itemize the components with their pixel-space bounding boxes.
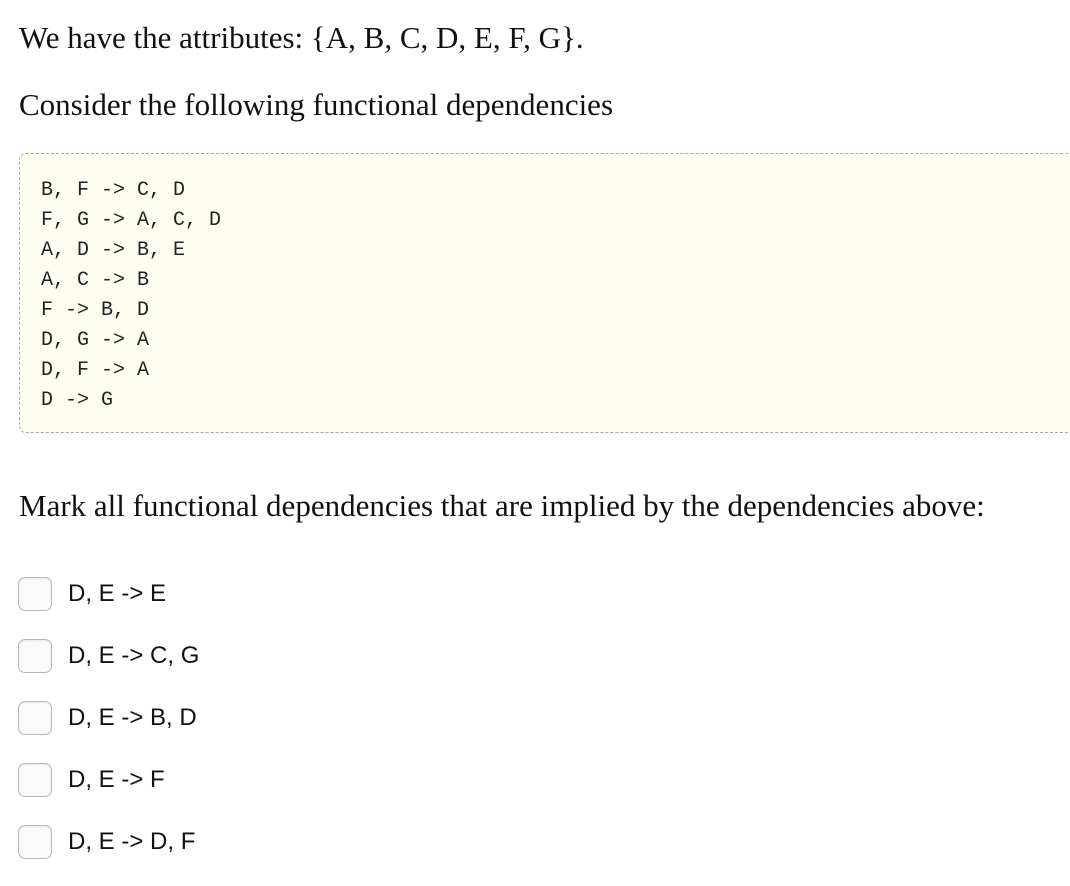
answer-label[interactable]: D, E -> B, D [68,704,197,731]
answer-checkbox[interactable] [18,577,52,611]
dependency-line: F -> B, D [41,299,150,322]
answer-option[interactable] [18,576,199,612]
answer-label[interactable]: D, E -> E [68,580,167,607]
answer-option[interactable] [18,762,199,798]
answer-checkbox[interactable] [18,763,52,797]
dependency-line: B, F -> C, D [41,179,186,202]
attributes-sentence: We have the attributes: {A, B, C, D, E, F, G}. [19,20,584,55]
answer-label[interactable]: D, E -> F [68,766,165,793]
answer-label[interactable]: D, E -> C, G [68,642,200,669]
dependency-line: A, C -> B [41,269,150,292]
answer-option[interactable] [18,638,199,674]
consider-sentence: Consider the following functional dependencies [19,87,614,122]
dependencies-list [41,176,221,416]
dependency-line: D, G -> A [41,329,150,352]
question-prompt: Mark all functional dependencies that are implied by the dependencies above: [19,488,985,523]
answer-label[interactable]: D, E -> D, F [68,828,196,855]
dependency-line: D -> G [41,389,114,412]
answer-option[interactable] [18,824,199,860]
dependency-line: F, G -> A, C, D [41,209,222,232]
answer-options [18,576,199,886]
answer-checkbox[interactable] [18,639,52,673]
dependency-line: A, D -> B, E [41,239,186,262]
answer-checkbox[interactable] [18,701,52,735]
answer-checkbox[interactable] [18,825,52,859]
dependency-line: D, F -> A [41,359,150,382]
dependencies-code-box [19,153,1070,433]
answer-option[interactable] [18,700,199,736]
